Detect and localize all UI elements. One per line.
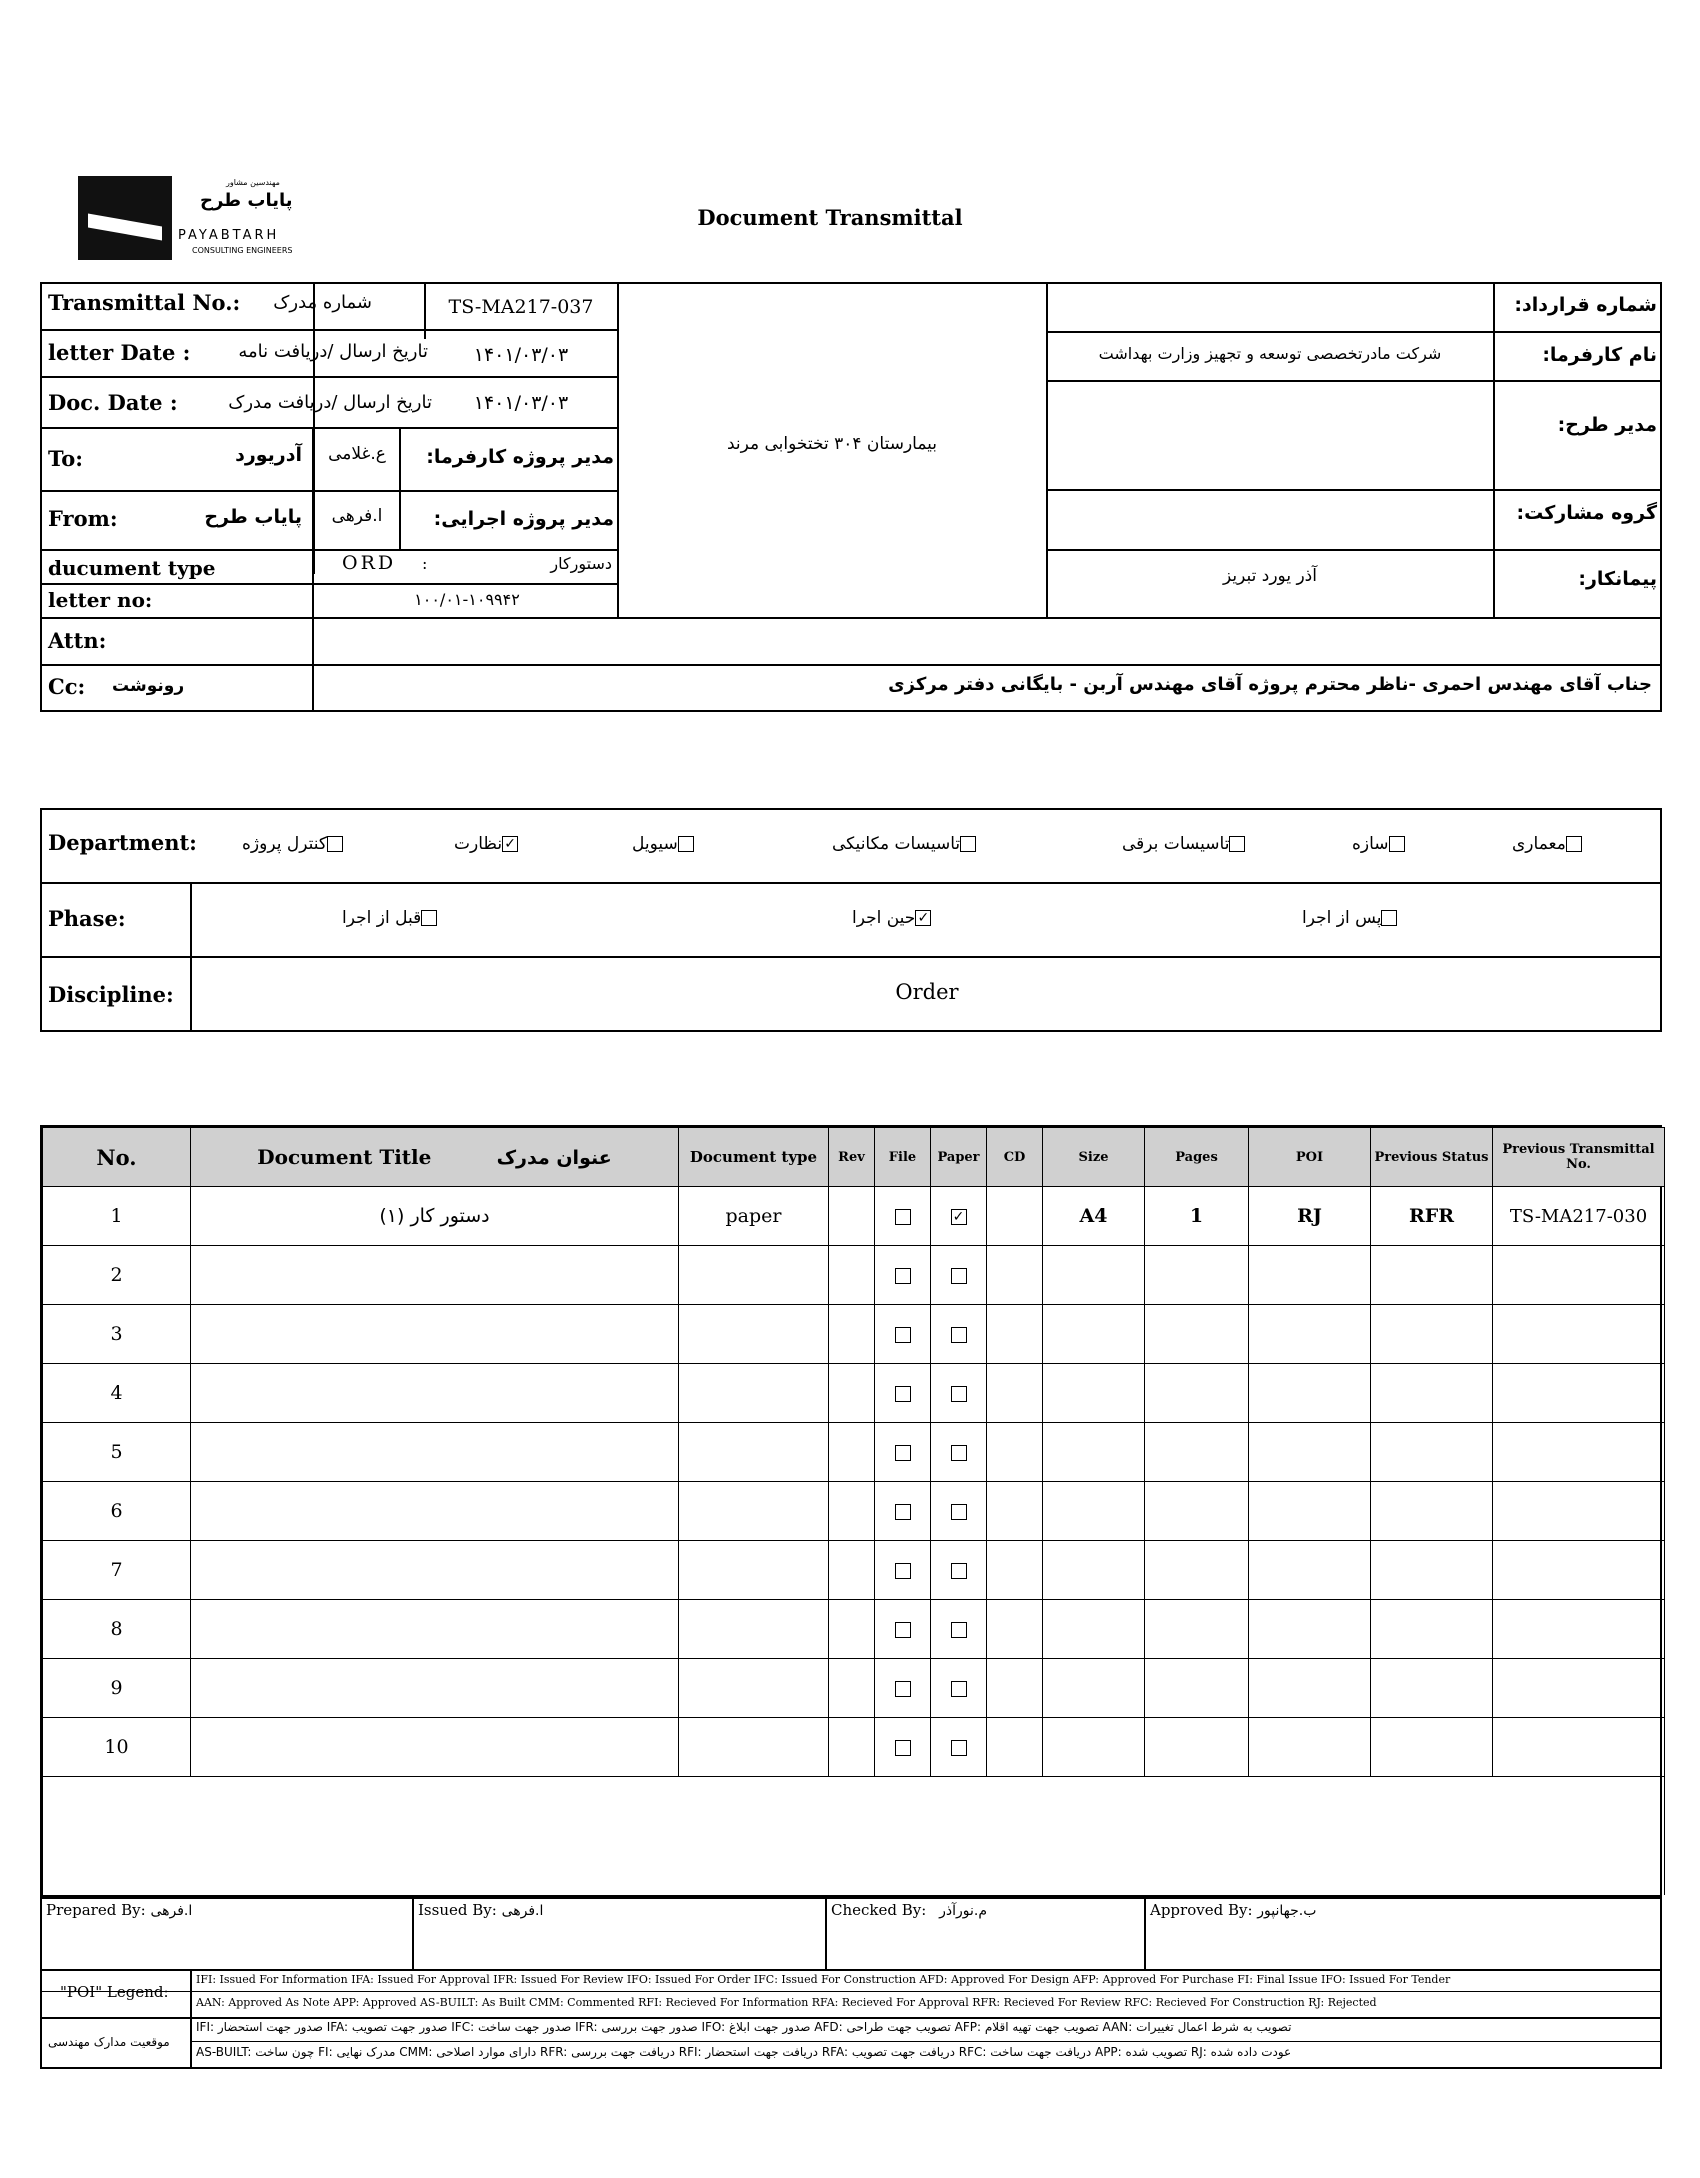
project-name: بیمارستان ۳۰۴ تختخوابی مرند <box>726 434 938 454</box>
cell-poi <box>1249 1718 1371 1777</box>
document-type-code: ORD <box>342 552 397 574</box>
department-option[interactable] <box>1122 834 1255 854</box>
cell-size <box>1043 1423 1145 1482</box>
phase-checkbox[interactable]: ✓ <box>915 910 931 926</box>
checked-by-name: م.نورآذر <box>939 1903 987 1919</box>
cell-prev-status <box>1371 1482 1493 1541</box>
cell-poi <box>1249 1541 1371 1600</box>
cell-paper <box>931 1482 987 1541</box>
transmittal-info-block <box>40 282 1662 712</box>
table-row <box>43 1718 1665 1777</box>
page-title: Document Transmittal <box>697 205 963 230</box>
transmittal-no-label: Transmittal No.: <box>48 290 241 315</box>
table-row <box>43 1423 1665 1482</box>
phase-label: Phase: <box>48 906 126 931</box>
from-company: پایاب طرح <box>204 506 302 528</box>
company-logo <box>78 176 308 260</box>
col-poi: POI <box>1249 1128 1371 1187</box>
document-type-sep: : <box>422 554 428 573</box>
status-legend-label: موقعیت مدارک مهندسی <box>48 2035 170 2049</box>
cell-poi <box>1249 1246 1371 1305</box>
cell-rev <box>829 1246 875 1305</box>
discipline-value: Order <box>895 980 959 1004</box>
cell-prev-status <box>1371 1246 1493 1305</box>
cell-cd <box>987 1364 1043 1423</box>
to-person: ع.غلامی <box>328 444 386 464</box>
cell-no: 9 <box>43 1659 191 1718</box>
phase-option[interactable] <box>852 908 941 928</box>
doc-date-label-fa: تاریخ ارسال /دریافت مدرک <box>228 392 432 413</box>
cell-size: A4 <box>1043 1187 1145 1246</box>
cell-paper <box>931 1246 987 1305</box>
phase-option[interactable] <box>1302 908 1407 928</box>
cell-title <box>191 1246 679 1305</box>
col-pages: Pages <box>1145 1128 1249 1187</box>
department-checkbox[interactable] <box>1389 836 1405 852</box>
logo-subtitle: CONSULTING ENGINEERS <box>192 246 293 255</box>
paper-checkbox[interactable]: ✓ <box>951 1209 967 1225</box>
paper-checkbox[interactable] <box>951 1563 967 1579</box>
cell-doc-type <box>679 1659 829 1718</box>
cell-prev-status: RFR <box>1371 1187 1493 1246</box>
cell-doc-type <box>679 1423 829 1482</box>
paper-checkbox[interactable] <box>951 1504 967 1520</box>
poi-legend-line-1: IFI: Issued For Information IFA: Issued For Approval IFR: Issued For Review IFO: Issued For Order IFC: Issued For Construction AFD: Approved For Design AFP: Approved For Purchase FI: Final Issue IFO: Issued For Tender <box>196 1973 1451 1986</box>
cell-rev <box>829 1482 875 1541</box>
cell-rev <box>829 1659 875 1718</box>
cell-file <box>875 1718 931 1777</box>
document-type-label: ducument type <box>48 556 216 580</box>
cell-paper <box>931 1423 987 1482</box>
cell-no: 4 <box>43 1364 191 1423</box>
cell-title <box>191 1600 679 1659</box>
cell-poi <box>1249 1364 1371 1423</box>
department-option-label: سیویل <box>632 834 678 854</box>
department-checkbox[interactable]: ✓ <box>502 836 518 852</box>
cell-title: دستور کار (۱) <box>191 1187 679 1246</box>
department-option[interactable] <box>242 834 353 854</box>
cell-title <box>191 1659 679 1718</box>
table-row <box>43 1246 1665 1305</box>
cell-prev-transmittal <box>1493 1305 1665 1364</box>
table-header-row <box>43 1128 1665 1187</box>
department-checkbox[interactable] <box>327 836 343 852</box>
signature-legend-block <box>40 1779 1662 2069</box>
department-option[interactable] <box>632 834 704 854</box>
poi-legend-line-2: AAN: Approved As Note APP: Approved AS-BUILT: As Built CMM: Commented RFI: Recieved For Information RFA: Recieved For Approval RFR: Recieved For Review RFC: Recieved For Construction RJ: Rejected <box>196 1996 1377 2009</box>
cell-cd <box>987 1541 1043 1600</box>
approved-by-label: Approved By: <box>1150 1901 1253 1919</box>
cell-pages <box>1145 1659 1249 1718</box>
cell-pages <box>1145 1600 1249 1659</box>
paper-checkbox[interactable] <box>951 1681 967 1697</box>
table-row <box>43 1187 1665 1246</box>
cell-rev <box>829 1187 875 1246</box>
cell-prev-transmittal <box>1493 1600 1665 1659</box>
cell-prev-transmittal <box>1493 1659 1665 1718</box>
cell-size <box>1043 1305 1145 1364</box>
cell-cd <box>987 1246 1043 1305</box>
cell-no: 8 <box>43 1600 191 1659</box>
cell-cd <box>987 1423 1043 1482</box>
cell-title <box>191 1423 679 1482</box>
client-value: شرکت مادرتخصصی توسعه و تجهیز وزارت بهداشت <box>1098 344 1442 363</box>
to-role: مدیر پروژه کارفرما: <box>426 446 614 468</box>
letter-date-label-fa: تاریخ ارسال /دریافت نامه <box>238 341 428 362</box>
cell-cd <box>987 1659 1043 1718</box>
logo-name-en: PAYABTARH <box>178 228 280 243</box>
department-option[interactable] <box>832 834 986 854</box>
department-option[interactable] <box>454 834 528 854</box>
prepared-by-name: ا.فرهی <box>150 1903 193 1919</box>
cell-title <box>191 1364 679 1423</box>
cell-file <box>875 1600 931 1659</box>
cell-file <box>875 1246 931 1305</box>
cell-rev <box>829 1718 875 1777</box>
cell-doc-type <box>679 1718 829 1777</box>
paper-checkbox[interactable] <box>951 1268 967 1284</box>
cell-prev-transmittal <box>1493 1246 1665 1305</box>
document-type-fa: دستورکار <box>550 554 612 573</box>
cell-prev-status <box>1371 1364 1493 1423</box>
cell-file <box>875 1659 931 1718</box>
cell-prev-status <box>1371 1659 1493 1718</box>
cell-paper <box>931 1305 987 1364</box>
cell-pages <box>1145 1718 1249 1777</box>
approved-by <box>1150 1901 1316 1919</box>
letter-date-label: letter Date : <box>48 340 191 365</box>
cell-cd <box>987 1482 1043 1541</box>
cell-rev <box>829 1423 875 1482</box>
cell-file <box>875 1482 931 1541</box>
cell-poi: RJ <box>1249 1187 1371 1246</box>
phase-option-label: قبل از اجرا <box>342 908 422 928</box>
prepared-by-label: Prepared By: <box>46 1901 146 1919</box>
cell-size <box>1043 1718 1145 1777</box>
paper-checkbox[interactable] <box>951 1622 967 1638</box>
issued-by-name: ا.فرهی <box>501 1903 544 1919</box>
approved-by-name: ب.جهانپور <box>1257 1903 1317 1919</box>
paper-checkbox[interactable] <box>951 1740 967 1756</box>
cell-no: 10 <box>43 1718 191 1777</box>
department-option[interactable] <box>1352 834 1415 854</box>
table-row <box>43 1600 1665 1659</box>
cell-file <box>875 1364 931 1423</box>
col-rev: Rev <box>829 1128 875 1187</box>
logo-name-fa: پایاب طرح <box>200 190 293 211</box>
col-title-fa: عنوان مدرک <box>496 1147 612 1169</box>
cell-doc-type <box>679 1541 829 1600</box>
discipline-label: Discipline: <box>48 982 174 1007</box>
design-manager-label: مدیر طرح: <box>1557 414 1657 436</box>
cell-pages <box>1145 1482 1249 1541</box>
cell-title <box>191 1482 679 1541</box>
col-doc-type: Document type <box>679 1128 829 1187</box>
checked-by <box>831 1901 987 1919</box>
cell-no: 7 <box>43 1541 191 1600</box>
department-option-label: کنترل پروژه <box>242 834 327 854</box>
issued-by <box>418 1901 543 1919</box>
cell-file <box>875 1423 931 1482</box>
cell-paper <box>931 1187 987 1246</box>
table-row <box>43 1482 1665 1541</box>
col-prev-transmittal: Previous Transmittal No. <box>1493 1128 1665 1187</box>
cell-poi <box>1249 1482 1371 1541</box>
cell-doc-type <box>679 1246 829 1305</box>
doc-date-label: Doc. Date : <box>48 390 178 415</box>
col-title <box>191 1128 679 1187</box>
cell-no: 2 <box>43 1246 191 1305</box>
department-checkbox[interactable] <box>1566 836 1582 852</box>
checked-by-label: Checked By: <box>831 1901 927 1919</box>
cell-prev-status <box>1371 1718 1493 1777</box>
col-size: Size <box>1043 1128 1145 1187</box>
cell-paper <box>931 1600 987 1659</box>
cell-cd <box>987 1600 1043 1659</box>
logo-small-text: مهندسین مشاور <box>226 178 280 187</box>
cell-rev <box>829 1364 875 1423</box>
phase-checkbox[interactable] <box>1381 910 1397 926</box>
cell-prev-status <box>1371 1423 1493 1482</box>
cell-size <box>1043 1482 1145 1541</box>
cell-doc-type: paper <box>679 1187 829 1246</box>
cell-no: 1 <box>43 1187 191 1246</box>
file-checkbox[interactable] <box>895 1445 911 1461</box>
file-checkbox[interactable] <box>895 1504 911 1520</box>
letter-no-value: ۱۰۰/۰۱-۱۰۹۹۴۲ <box>414 590 520 609</box>
cell-size <box>1043 1246 1145 1305</box>
client-label: نام کارفرما: <box>1542 344 1657 366</box>
cell-rev <box>829 1305 875 1364</box>
cell-prev-transmittal <box>1493 1482 1665 1541</box>
cell-doc-type <box>679 1364 829 1423</box>
letter-date-value: ۱۴۰۱/۰۳/۰۳ <box>473 344 569 366</box>
cell-pages <box>1145 1305 1249 1364</box>
cell-prev-transmittal <box>1493 1718 1665 1777</box>
cell-pages <box>1145 1541 1249 1600</box>
status-legend-line-2: AS-BUILT: چون ساخت FI: مدرک نهایی CMM: دارای موارد اصلاحی RFR: دریافت جهت بررسی RFI: دریافت جهت استحضار RFA: دریافت جهت تصویب RFC: دریافت جهت ساخت APP: تصویب شده RJ: عودت داده شده <box>196 2045 1292 2059</box>
department-checkbox[interactable] <box>960 836 976 852</box>
cell-poi <box>1249 1600 1371 1659</box>
phase-option[interactable] <box>342 908 447 928</box>
cell-poi <box>1249 1659 1371 1718</box>
file-checkbox[interactable] <box>895 1740 911 1756</box>
cell-prev-transmittal <box>1493 1423 1665 1482</box>
file-checkbox[interactable] <box>895 1386 911 1402</box>
col-cd: CD <box>987 1128 1043 1187</box>
cell-prev-status <box>1371 1305 1493 1364</box>
cell-poi <box>1249 1305 1371 1364</box>
cell-title <box>191 1541 679 1600</box>
phase-checkbox[interactable] <box>421 910 437 926</box>
col-title-en: Document Title <box>257 1145 432 1169</box>
department-option-label: سازه <box>1352 834 1389 854</box>
cell-pages <box>1145 1423 1249 1482</box>
cc-label-fa: رونوشت <box>112 676 185 696</box>
cell-pages <box>1145 1246 1249 1305</box>
cell-doc-type <box>679 1600 829 1659</box>
poi-legend-label: "POI" Legend: <box>60 1983 169 2001</box>
cell-title <box>191 1718 679 1777</box>
cell-pages <box>1145 1364 1249 1423</box>
cell-doc-type <box>679 1305 829 1364</box>
prepared-by <box>46 1901 192 1919</box>
from-person: ا.فرهی <box>331 506 383 526</box>
cc-label: Cc: <box>48 674 86 699</box>
cell-cd <box>987 1187 1043 1246</box>
contract-no-label: شماره قرارداد: <box>1514 294 1657 316</box>
cell-prev-transmittal <box>1493 1364 1665 1423</box>
cell-prev-status <box>1371 1541 1493 1600</box>
cell-cd <box>987 1305 1043 1364</box>
to-company: آدریورد <box>235 444 302 466</box>
issued-by-label: Issued By: <box>418 1901 497 1919</box>
file-checkbox[interactable] <box>895 1268 911 1284</box>
file-checkbox[interactable] <box>895 1622 911 1638</box>
col-no: No. <box>43 1128 191 1187</box>
col-file: File <box>875 1128 931 1187</box>
cell-no: 3 <box>43 1305 191 1364</box>
cell-rev <box>829 1541 875 1600</box>
cell-size <box>1043 1659 1145 1718</box>
file-checkbox[interactable] <box>895 1209 911 1225</box>
cell-poi <box>1249 1423 1371 1482</box>
paper-checkbox[interactable] <box>951 1327 967 1343</box>
contractor-label: پیمانکار: <box>1578 568 1657 590</box>
partnership-label: گروه مشارکت: <box>1516 502 1657 524</box>
phase-option-label: پس از اجرا <box>1302 908 1382 928</box>
table-row <box>43 1364 1665 1423</box>
cell-paper <box>931 1364 987 1423</box>
cell-doc-type <box>679 1482 829 1541</box>
department-option-label: نظارت <box>454 834 503 854</box>
transmittal-no-label-fa: شماره مدرک <box>273 292 372 313</box>
classification-block <box>40 808 1662 1032</box>
contractor-value: آذر یورد تبریز <box>1223 566 1317 586</box>
doc-date-value: ۱۴۰۱/۰۳/۰۳ <box>473 392 569 414</box>
cell-paper <box>931 1718 987 1777</box>
cell-paper <box>931 1541 987 1600</box>
cell-file <box>875 1541 931 1600</box>
cell-prev-transmittal <box>1493 1541 1665 1600</box>
department-checkbox[interactable] <box>678 836 694 852</box>
department-checkbox[interactable] <box>1229 836 1245 852</box>
cell-title <box>191 1305 679 1364</box>
paper-checkbox[interactable] <box>951 1445 967 1461</box>
from-label: From: <box>48 506 118 531</box>
cell-size <box>1043 1600 1145 1659</box>
department-option-label: تاسیسات مکانیکی <box>832 834 961 854</box>
cell-no: 5 <box>43 1423 191 1482</box>
table-row <box>43 1659 1665 1718</box>
cell-size <box>1043 1541 1145 1600</box>
cell-pages: 1 <box>1145 1187 1249 1246</box>
department-option-label: معماری <box>1512 834 1566 854</box>
paper-checkbox[interactable] <box>951 1386 967 1402</box>
cell-file <box>875 1305 931 1364</box>
cell-size <box>1043 1364 1145 1423</box>
transmittal-no-value: TS-MA217-037 <box>448 296 594 318</box>
table-row <box>43 1541 1665 1600</box>
cell-no: 6 <box>43 1482 191 1541</box>
attn-label: Attn: <box>48 628 107 653</box>
col-paper: Paper <box>931 1128 987 1187</box>
col-prev-status: Previous Status <box>1371 1128 1493 1187</box>
cell-paper <box>931 1659 987 1718</box>
file-checkbox[interactable] <box>895 1327 911 1343</box>
logo-mark <box>78 176 172 260</box>
cell-rev <box>829 1600 875 1659</box>
department-option[interactable] <box>1512 834 1592 854</box>
file-checkbox[interactable] <box>895 1563 911 1579</box>
cell-prev-transmittal: TS-MA217-030 <box>1493 1187 1665 1246</box>
status-legend-line-1: IFI: صدور جهت استحضار IFA: صدور جهت تصویب IFC: صدور جهت ساخت IFR: صدور جهت بررسی IFO: صدور جهت ابلاغ AFD: تصویب جهت طراحی AFP: تصویب جهت تهیه اقلام AAN: تصویب به شرط اعمال تغییرات <box>196 2020 1292 2034</box>
cc-value: جناب آقای مهندس احمری -ناظر محترم پروژه آقای مهندس آربن - بایگانی دفتر مرکزی <box>888 674 1652 695</box>
to-label: To: <box>48 446 83 471</box>
phase-option-label: حین اجرا <box>852 908 916 928</box>
letter-no-label: letter no: <box>48 588 153 612</box>
from-role: مدیر پروژه اجرایی: <box>433 508 614 530</box>
cell-file <box>875 1187 931 1246</box>
table-row <box>43 1305 1665 1364</box>
cell-prev-status <box>1371 1600 1493 1659</box>
department-option-label: تاسیسات برقی <box>1122 834 1230 854</box>
cell-cd <box>987 1718 1043 1777</box>
file-checkbox[interactable] <box>895 1681 911 1697</box>
department-label: Department: <box>48 830 197 855</box>
